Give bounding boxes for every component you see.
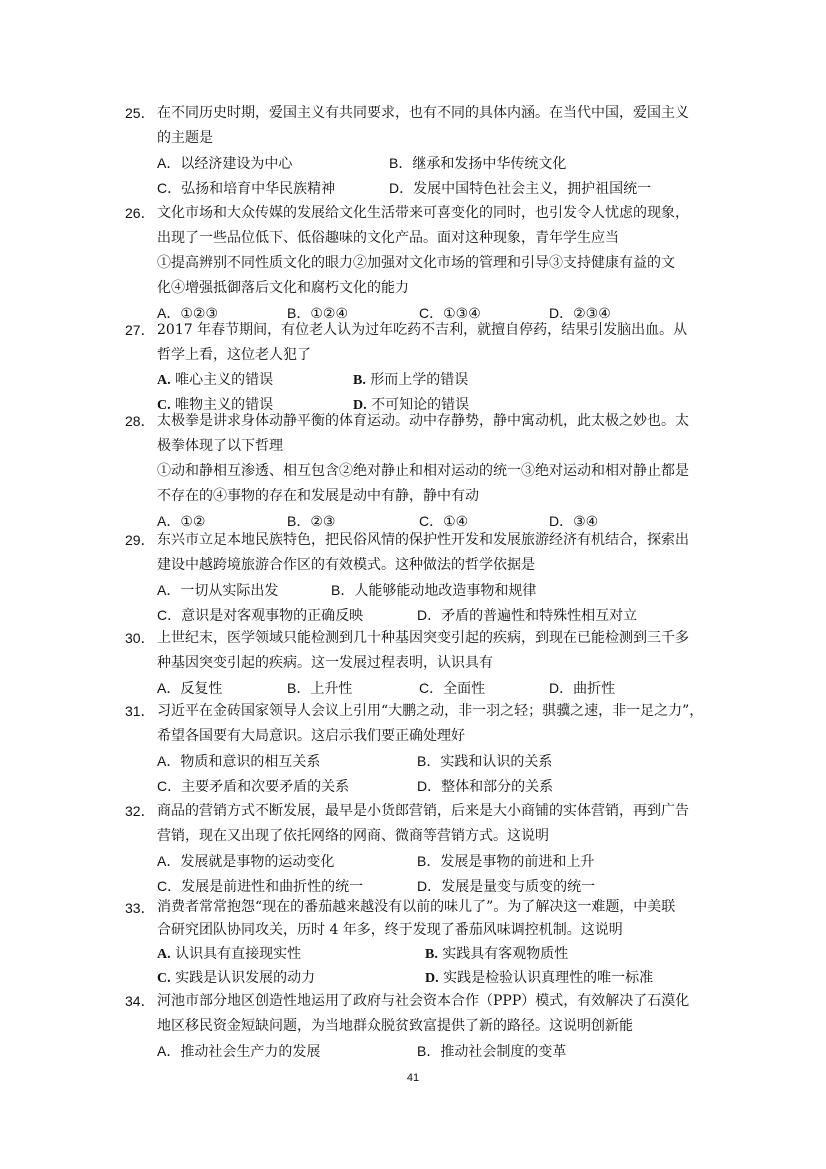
option-b: B．①②④ — [287, 305, 348, 322]
option-c: C．弘扬和培育中华民族精神 — [157, 180, 336, 197]
question-stem — [157, 528, 710, 578]
stem-line: 2017 年春节期间，有位老人认为过年吃药不吉利，就擅自停药，结果引发脑出血。从 — [157, 322, 688, 338]
stem-line: 太极拳是讲求身体动静平衡的体育运动。动中存静势，静中寓动机，此太极之妙也。太 — [157, 413, 689, 429]
option-c: C．主要矛盾和次要矛盾的关系 — [157, 778, 350, 795]
stem-line: ①提高辨别不同性质文化的眼力②加强对文化市场的管理和引导③支持健康有益的文 — [157, 255, 675, 271]
option-b: B．发展是事物的前进和上升 — [417, 853, 595, 870]
option-c: C．发展是前进性和曲折性的统一 — [157, 878, 364, 895]
question-stem — [157, 201, 710, 301]
option-d: D．发展是量变与质变的统一 — [417, 878, 596, 895]
stem-line: ①动和静相互渗透、相互包含②绝对静止和相对运动的统一③绝对运动和相对静止都是 — [157, 463, 689, 479]
question-number: 34． — [125, 993, 155, 1009]
stem-line: 出现了一些品位低下、低俗趣味的文化产品。面对这种现象，青年学生应当 — [157, 230, 619, 246]
option-d: D．曲折性 — [549, 680, 616, 697]
option-a: A．以经济建设为中心 — [157, 155, 293, 172]
question-number: 29． — [125, 532, 155, 548]
stem-line: 上世纪末，医学领域只能检测到几十种基因突变引起的疾病，到现在已能检测到三千多 — [157, 630, 689, 646]
stem-line: 不存在的④事物的存在和发展是动中有静，静中有动 — [157, 488, 479, 504]
option-b: B．实践和认识的关系 — [417, 753, 553, 770]
option-d: D．②③④ — [549, 305, 611, 322]
option-d: D．③④ — [549, 513, 599, 530]
option-a: A．推动社会生产力的发展 — [157, 1043, 321, 1060]
stem-line: 文化市场和大众传媒的发展给文化生活带来可喜变化的同时，也引发令人忧虑的现象， — [157, 205, 689, 221]
question-stem — [157, 318, 710, 368]
question-number: 28． — [125, 413, 155, 429]
stem-line: 种基因突变引起的疾病。这一发展过程表明，认识具有 — [157, 655, 493, 671]
option-c: C．①③④ — [419, 305, 481, 322]
question-stem — [157, 409, 710, 509]
stem-line: 的主题是 — [157, 130, 213, 146]
option-b: B．②③ — [287, 513, 336, 530]
option-a: A．反复性 — [157, 680, 223, 697]
stem-line: 河池市部分地区创造性地运用了政府与社会资本合作（PPP）模式，有效解决了石漠化 — [157, 993, 690, 1009]
option-d: D．发展中国特色社会主义，拥护祖国统一 — [389, 180, 652, 197]
question-32 — [125, 799, 710, 899]
option-b: B．继承和发扬中华传统文化 — [389, 155, 567, 172]
question-31 — [125, 699, 710, 799]
question-stem — [157, 896, 710, 942]
option-c: C. 实践是认识发展的动力 — [157, 970, 316, 986]
question-34 — [125, 989, 710, 1064]
stem-line: 建设中越跨境旅游合作区的有效模式。这种做法的哲学依据是 — [157, 557, 535, 573]
option-a: A．发展就是事物的运动变化 — [157, 853, 335, 870]
question-26 — [125, 201, 710, 326]
option-c: C．①④ — [419, 513, 469, 530]
question-stem — [157, 989, 710, 1039]
stem-line: 地区移民资金短缺问题，为当地群众脱贫致富提供了新的路径。这说明创新能 — [157, 1018, 633, 1034]
option-b: B．上升性 — [287, 680, 353, 697]
page-number: 41 — [406, 1072, 420, 1084]
question-25 — [125, 101, 710, 201]
question-number: 25． — [125, 105, 155, 121]
options — [157, 749, 710, 799]
option-d: D. 实践是检验认识真理性的唯一标准 — [425, 970, 654, 986]
question-number: 31． — [125, 703, 155, 719]
stem-line: 化④增强抵御落后文化和腐朽文化的能力 — [157, 280, 409, 296]
question-33 — [125, 896, 710, 990]
stem-line: 在不同历史时期，爱国主义有共同要求，也有不同的具体内涵。在当代中国，爱国主义 — [157, 105, 689, 121]
question-29 — [125, 528, 710, 628]
stem-line: 合研究团队协同攻关，历时 4 年多，终于发现了番茄风味调控机制。这说明 — [157, 922, 623, 938]
options — [157, 151, 710, 201]
stem-line: 习近平在金砖国家领导人会议上引用“大鹏之动，非一羽之轻；骐骥之速，非一足之力”， — [157, 703, 704, 719]
option-a: A. 认识具有直接现实性 — [157, 946, 302, 962]
option-a: A．物质和意识的相互关系 — [157, 753, 321, 770]
stem-line: 营销，现在又出现了依托网络的网商、微商等营销方式。这说明 — [157, 828, 549, 844]
stem-line: 哲学上看，这位老人犯了 — [157, 347, 311, 363]
option-a: A．①②③ — [157, 305, 218, 322]
option-c: C．意识是对客观事物的正确反映 — [157, 607, 364, 624]
stem-line: 消费者常常抱怨“现在的番茄越来越没有以前的味儿了”。为了解决这一难题，中美联 — [157, 899, 676, 915]
stem-line: 商品的营销方式不断发展，最早是小货郎营销，后来是大小商铺的实体营销，再到广告 — [157, 803, 689, 819]
option-c: C．全面性 — [419, 680, 486, 697]
stem-line: 希望各国要有大局意识。这启示我们要正确处理好 — [157, 728, 465, 744]
question-number: 30． — [125, 630, 155, 646]
option-b: B．推动社会制度的变革 — [417, 1043, 567, 1060]
options — [157, 849, 710, 899]
question-stem — [157, 799, 710, 849]
question-number: 32． — [125, 803, 155, 819]
option-a: A．一切从实际出发 — [157, 582, 279, 599]
options — [157, 578, 710, 628]
option-d: D．矛盾的普遍性和特殊性相互对立 — [417, 607, 638, 624]
question-number: 27． — [125, 322, 155, 338]
option-d: D. 不可知论的错误 — [353, 397, 470, 413]
options — [157, 942, 710, 990]
question-stem — [157, 101, 710, 151]
question-stem — [157, 626, 710, 676]
question-number: 33． — [125, 900, 155, 916]
question-27 — [125, 318, 710, 418]
question-stem — [157, 699, 710, 749]
option-b: B．人能够能动地改造事物和规律 — [331, 582, 537, 599]
option-b: B. 形而上学的错误 — [353, 372, 469, 388]
option-a: A. 唯心主义的错误 — [157, 372, 274, 388]
options — [157, 676, 710, 701]
option-b: B. 实践具有客观物质性 — [425, 946, 569, 962]
option-d: D．整体和部分的关系 — [417, 778, 554, 795]
option-c: C. 唯物主义的错误 — [157, 397, 274, 413]
options — [157, 1039, 710, 1064]
stem-line: 东兴市立足本地民族特色，把民俗风情的保护性开发和发展旅游经济有机结合，探索出 — [157, 532, 689, 548]
stem-line: 极拳体现了以下哲理 — [157, 438, 283, 454]
option-a: A．①② — [157, 513, 206, 530]
question-30 — [125, 626, 710, 701]
question-28 — [125, 409, 710, 534]
question-number: 26． — [125, 205, 155, 221]
